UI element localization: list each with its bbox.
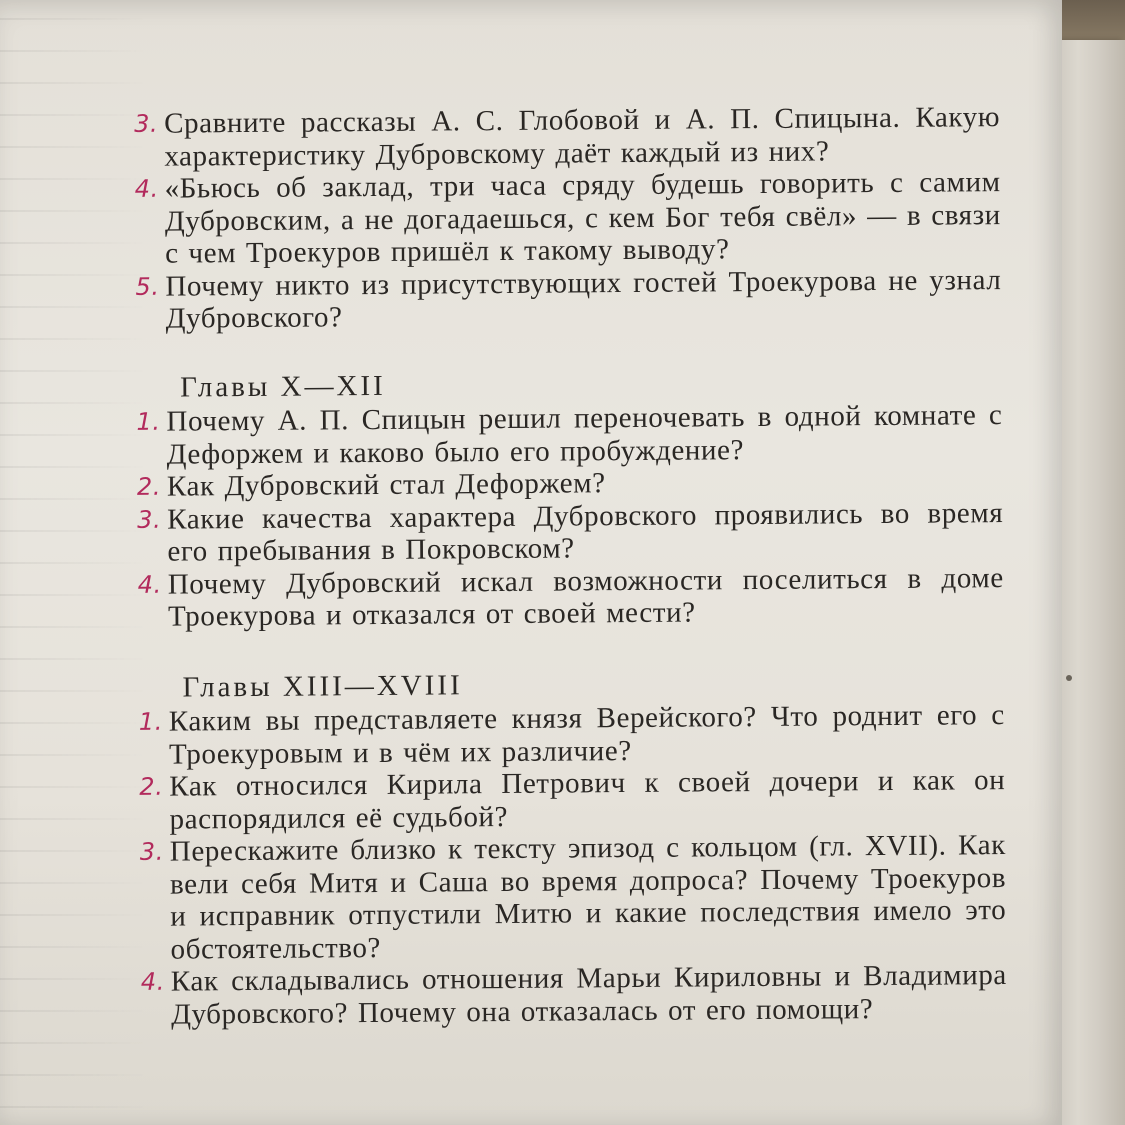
section-heading-xiii-xviii: Главы XIII—XVIII xyxy=(182,668,463,704)
page-content xyxy=(120,101,1007,1031)
list-item xyxy=(121,264,1001,336)
question-number: 4. xyxy=(137,570,162,599)
question-text: Почему Дубровский искал возможности поселиться в доме Троекурова и отказался от своей мести? xyxy=(167,561,1004,633)
list-item xyxy=(123,497,1003,569)
question-text: Какие качества характера Дубровского проявились во время его пребывания в Покровском? xyxy=(167,496,1004,568)
question-text: Перескажите близко к тексту эпизод с кольцом (гл. XVII). Как вели себя Митя и Саша во время допроса? Почему Троекуров и исправник отпустили Митю и какие последствия имело это обстоятельство? xyxy=(169,829,1007,966)
list-item xyxy=(126,829,1007,966)
list-item xyxy=(120,101,1000,173)
question-text: Почему никто из присутствующих гостей Троекурова не узнал Дубровского? xyxy=(165,263,1002,335)
section-heading-x-xii: Главы X—XII xyxy=(180,369,386,404)
list-item xyxy=(121,166,1002,270)
question-number: 1. xyxy=(136,407,161,436)
question-number: 3. xyxy=(137,505,162,534)
question-text: Как относился Кирила Петрович к своей дочери и как он распорядился её судьбой? xyxy=(169,764,1006,836)
question-text: Каким вы представляете князя Верейского? Что роднит его с Троекуровым и в чём их различие? xyxy=(168,699,1005,771)
list-item xyxy=(124,562,1004,634)
question-number: 2. xyxy=(136,472,162,501)
question-number: 3. xyxy=(139,837,165,866)
question-number: 5. xyxy=(135,272,160,301)
questions-xiii-xviii xyxy=(125,699,1008,1031)
list-item xyxy=(125,764,1005,836)
list-item xyxy=(122,399,1002,471)
questions-top xyxy=(120,101,1002,335)
question-number: 4. xyxy=(134,174,159,203)
list-item xyxy=(127,959,1007,1031)
questions-x-xii xyxy=(122,399,1004,633)
question-number: 2. xyxy=(139,772,164,801)
question-text: Как Дубровский стал Дефоржем? xyxy=(166,467,606,503)
question-text: Сравните рассказы А. С. Глобовой и А. П. Спицына. Какую характеристику Дубровскому даёт каждый из них? xyxy=(163,101,1001,173)
next-page-edge xyxy=(1058,40,1125,1125)
question-text: «Бьюсь об заклад, три часа сряду будешь говорить с самим Дубровским, а не догадаешься, с кем Бог тебя свёл» — в связи с чем Троекуров пришёл к такому выводу? xyxy=(164,166,1001,270)
question-number: 3. xyxy=(134,109,159,138)
question-number: 4. xyxy=(140,967,166,996)
question-text: Как складывались отношения Марьи Кириловны и Владимира Дубровского? Почему она отказалась от его помощи? xyxy=(170,959,1007,1031)
question-number: 1. xyxy=(138,707,164,736)
list-item xyxy=(125,699,1005,771)
page-mark xyxy=(1066,675,1072,681)
question-text: Почему А. П. Спицын решил переночевать в одной комнате с Дефоржем и каково было его пробуждение? xyxy=(166,399,1003,471)
